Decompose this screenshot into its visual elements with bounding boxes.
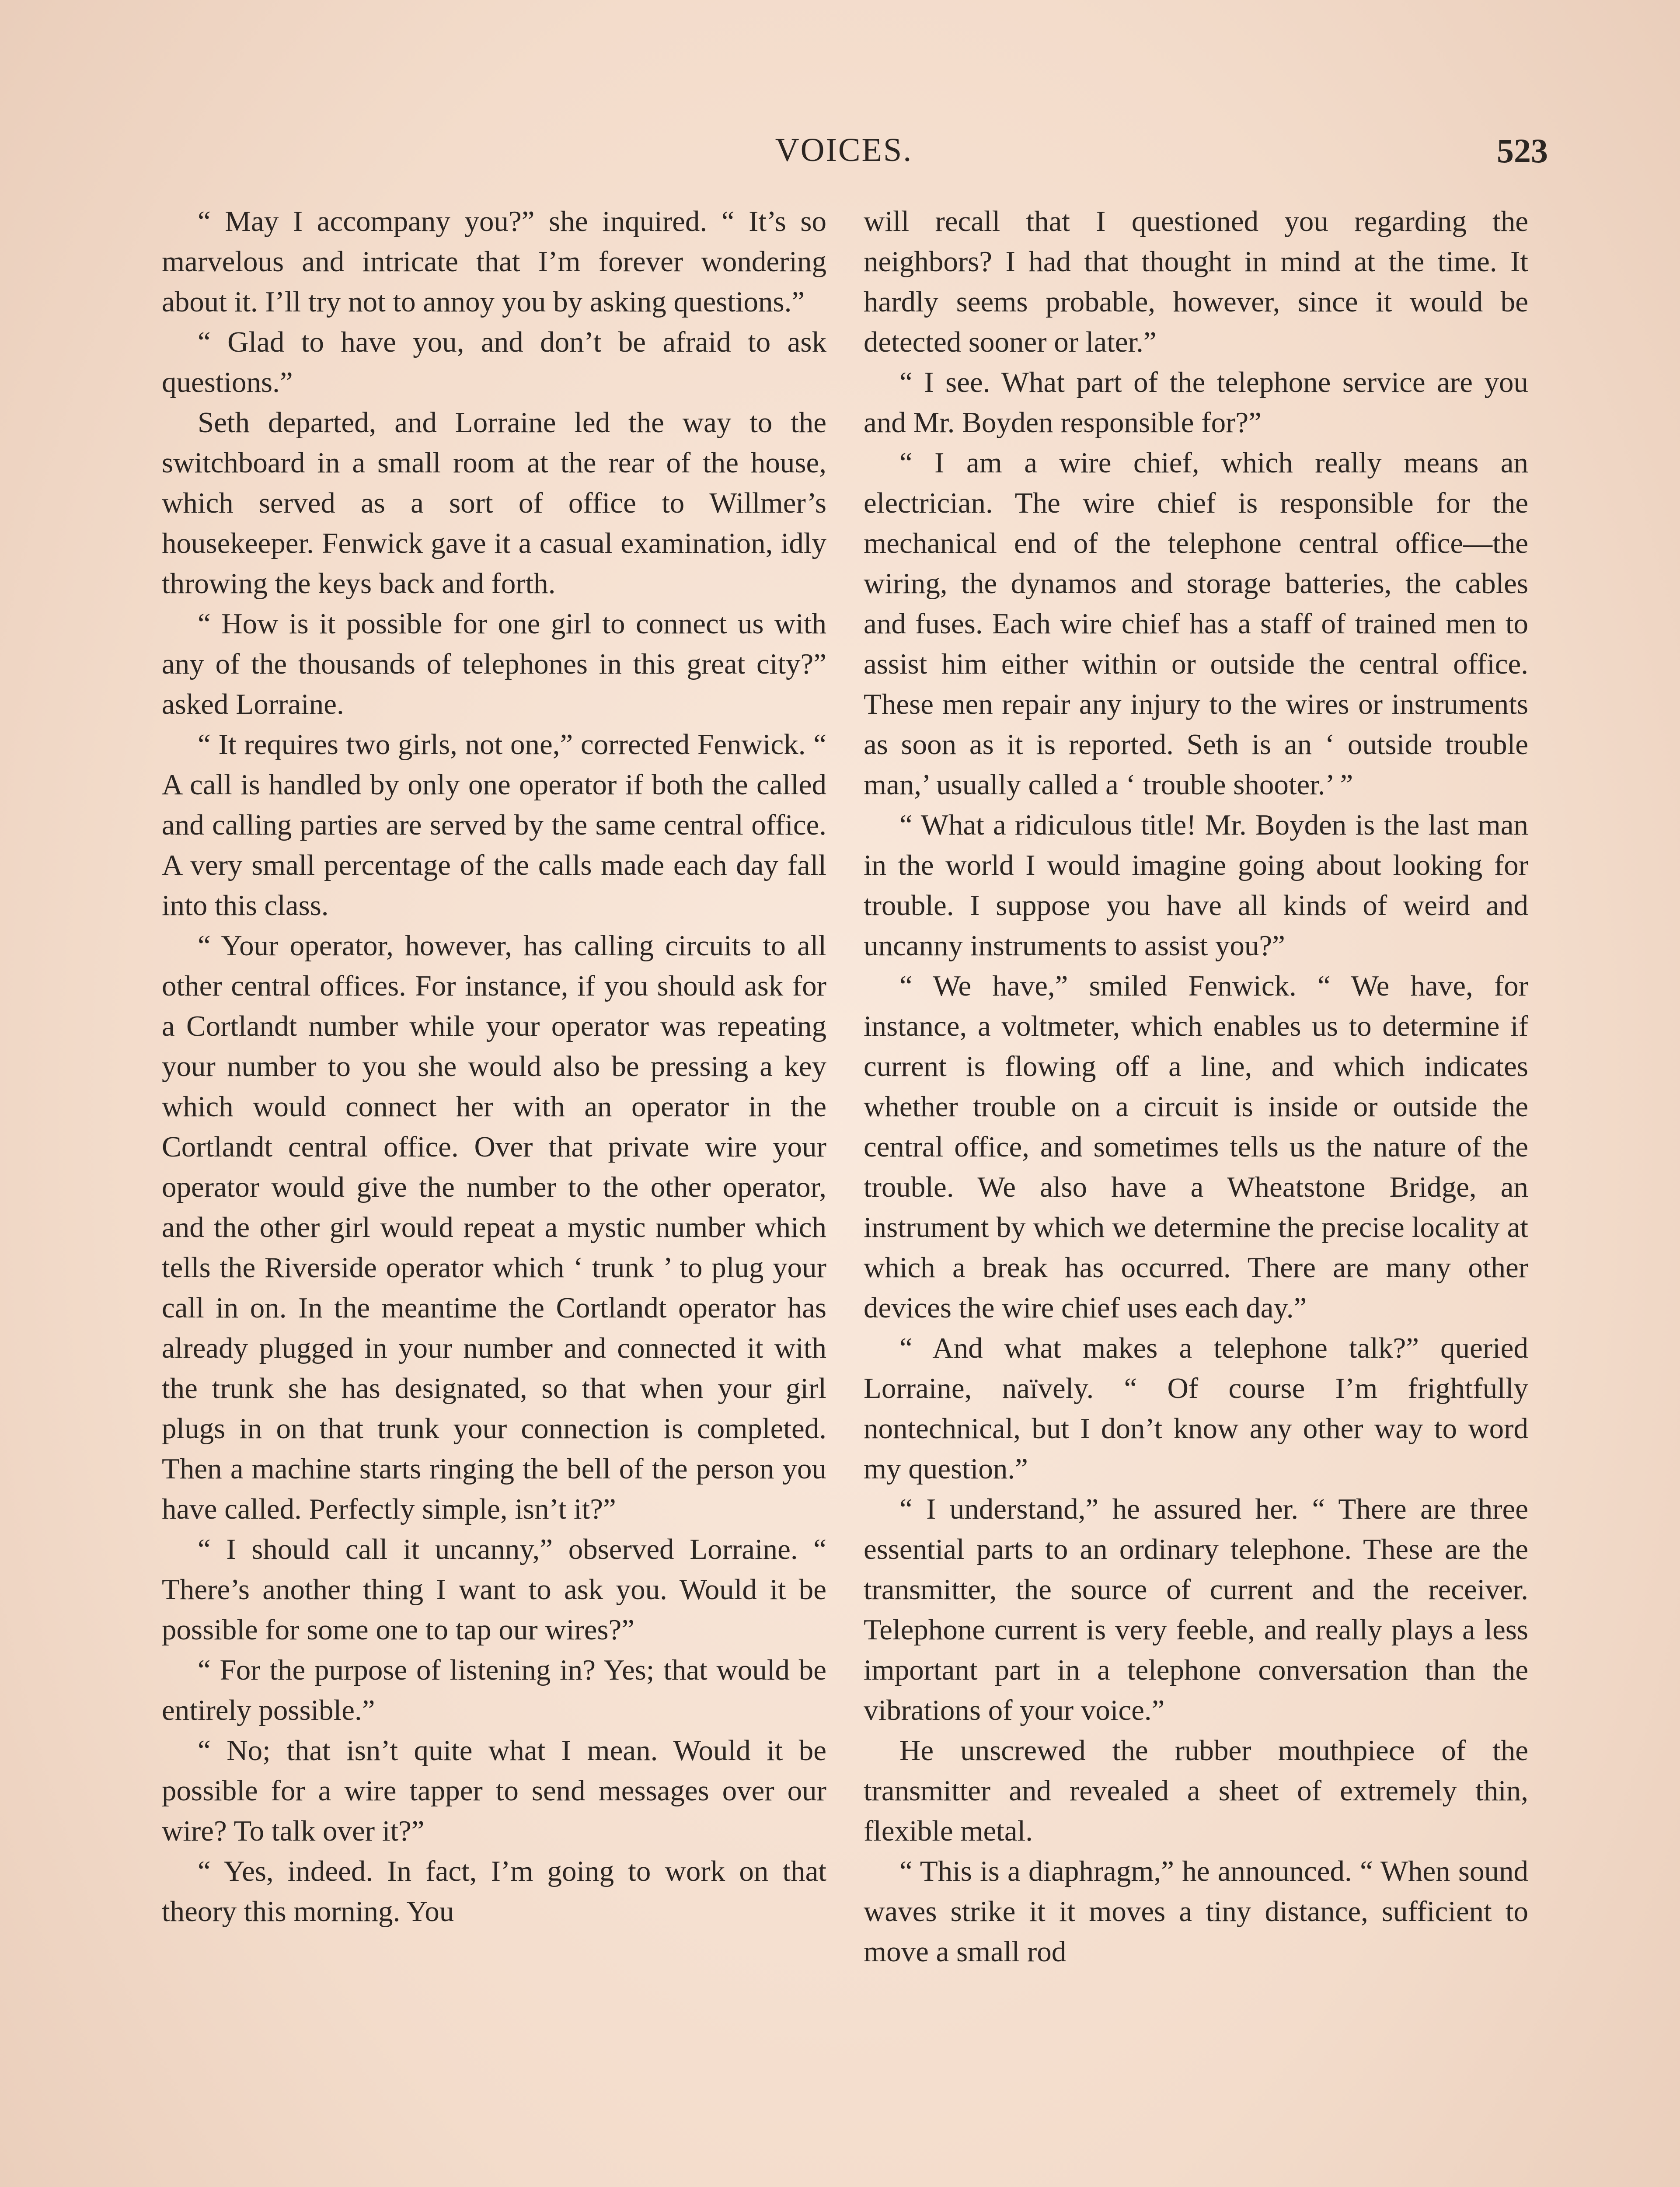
paragraph: “ It requires two girls, not one,” corrected Fenwick. “ A call is handled by only one operator if both the called and calling parties are served by the same central office. A very small percentage of the calls made each day fall into this class. — [162, 728, 826, 922]
paragraph: “ For the purpose of listening in? Yes; that would be entirely possible.” — [162, 1654, 826, 1726]
paragraph: “ I see. What part of the telephone service are you and Mr. Boyden responsible for?” — [864, 366, 1528, 439]
running-head — [0, 131, 1680, 179]
paragraph-continuation: will recall that I questioned you regarding the neighbors? I had that thought in mind at the time. It hardly seems probable, however, since it would be detected sooner or later.” — [864, 205, 1528, 358]
paragraph: “ I should call it uncanny,” observed Lorraine. “ There’s another thing I want to ask you. Would it be possible for some one to tap our wires?” — [162, 1533, 826, 1646]
left-column — [162, 201, 826, 1932]
running-title: VOICES. — [775, 132, 913, 168]
paragraph: Seth departed, and Lorraine led the way to the switchboard in a small room at the rear of the house, which served as a sort of office to Willmer’s housekeeper. Fenwick gave it a casual examination, idly throwing the keys back and forth. — [162, 406, 826, 600]
page-number: 523 — [1497, 132, 1548, 170]
paragraph: “ Yes, indeed. In fact, I’m going to work on that theory this morning. You — [162, 1855, 826, 1928]
paragraph: “ May I accompany you?” she inquired. “ It’s so marvelous and intricate that I’m forever wondering about it. I’ll try not to annoy you by asking questions.” — [162, 205, 826, 318]
paragraph: “ And what makes a telephone talk?” queried Lorraine, naïvely. “ Of course I’m frightfully nontechnical, but I don’t know any other way to word my question.” — [864, 1332, 1528, 1485]
paragraph: “ I am a wire chief, which really means an electrician. The wire chief is responsible for the mechanical end of the telephone central office—the wiring, the dynamos and storage batteries, the cables and fuses. Each wire chief has a staff of trained men to assist him either within or outside the central office. These men repair any injury to the wires or instruments as soon as it is reported. Seth is an ‘ outside trouble man,’ usually called a ‘ trouble shooter.’ ” — [864, 447, 1528, 801]
paragraph: “ We have,” smiled Fenwick. “ We have, for instance, a voltmeter, which enables us to determine if current is flowing off a line, and which indicates whether trouble on a circuit is inside or outside the central office, and sometimes tells us the nature of the trouble. We also have a Wheatstone Bridge, an instrument by which we determine the precise locality at which a break has occurred. There are many other devices the wire chief uses each day.” — [864, 970, 1528, 1324]
paragraph: “ No; that isn’t quite what I mean. Would it be possible for a wire tapper to send messages over our wire? To talk over it?” — [162, 1734, 826, 1847]
paragraph: “ What a ridiculous title! Mr. Boyden is the last man in the world I would imagine going about looking for trouble. I suppose you have all kinds of weird and uncanny instruments to assist you?” — [864, 809, 1528, 962]
paragraph: He unscrewed the rubber mouthpiece of the transmitter and revealed a sheet of extremely thin, flexible metal. — [864, 1734, 1528, 1847]
right-column — [864, 201, 1528, 1972]
paragraph: “ This is a diaphragm,” he announced. “ When sound waves strike it it moves a tiny distance, sufficient to move a small rod — [864, 1855, 1528, 1968]
paragraph: “ How is it possible for one girl to connect us with any of the thousands of telephones in this great city?” asked Lorraine. — [162, 608, 826, 720]
paragraph: “ Glad to have you, and don’t be afraid to ask questions.” — [162, 326, 826, 398]
paragraph: “ Your operator, however, has calling circuits to all other central offices. For instance, if you should ask for a Cortlandt number while your operator was repeating your number to you she would also be pressing a key which would connect her with an operator in the Cortlandt central office. Over that private wire your operator would give the number to the other operator, and the other girl would repeat a mystic number which tells the Riverside operator which ‘ trunk ’ to plug your call in on. In the meantime the Cortlandt operator has already plugged in your number and connected it with the trunk she has designated, so that when your girl plugs in on that trunk your connection is completed. Then a machine starts ringing the bell of the person you have called. Perfectly simple, isn’t it?” — [162, 929, 826, 1525]
paragraph: “ I understand,” he assured her. “ There are three essential parts to an ordinary telephone. These are the transmitter, the source of current and the receiver. Telephone current is very feeble, and really plays a less important part in a telephone conversation than the vibrations of your voice.” — [864, 1493, 1528, 1726]
